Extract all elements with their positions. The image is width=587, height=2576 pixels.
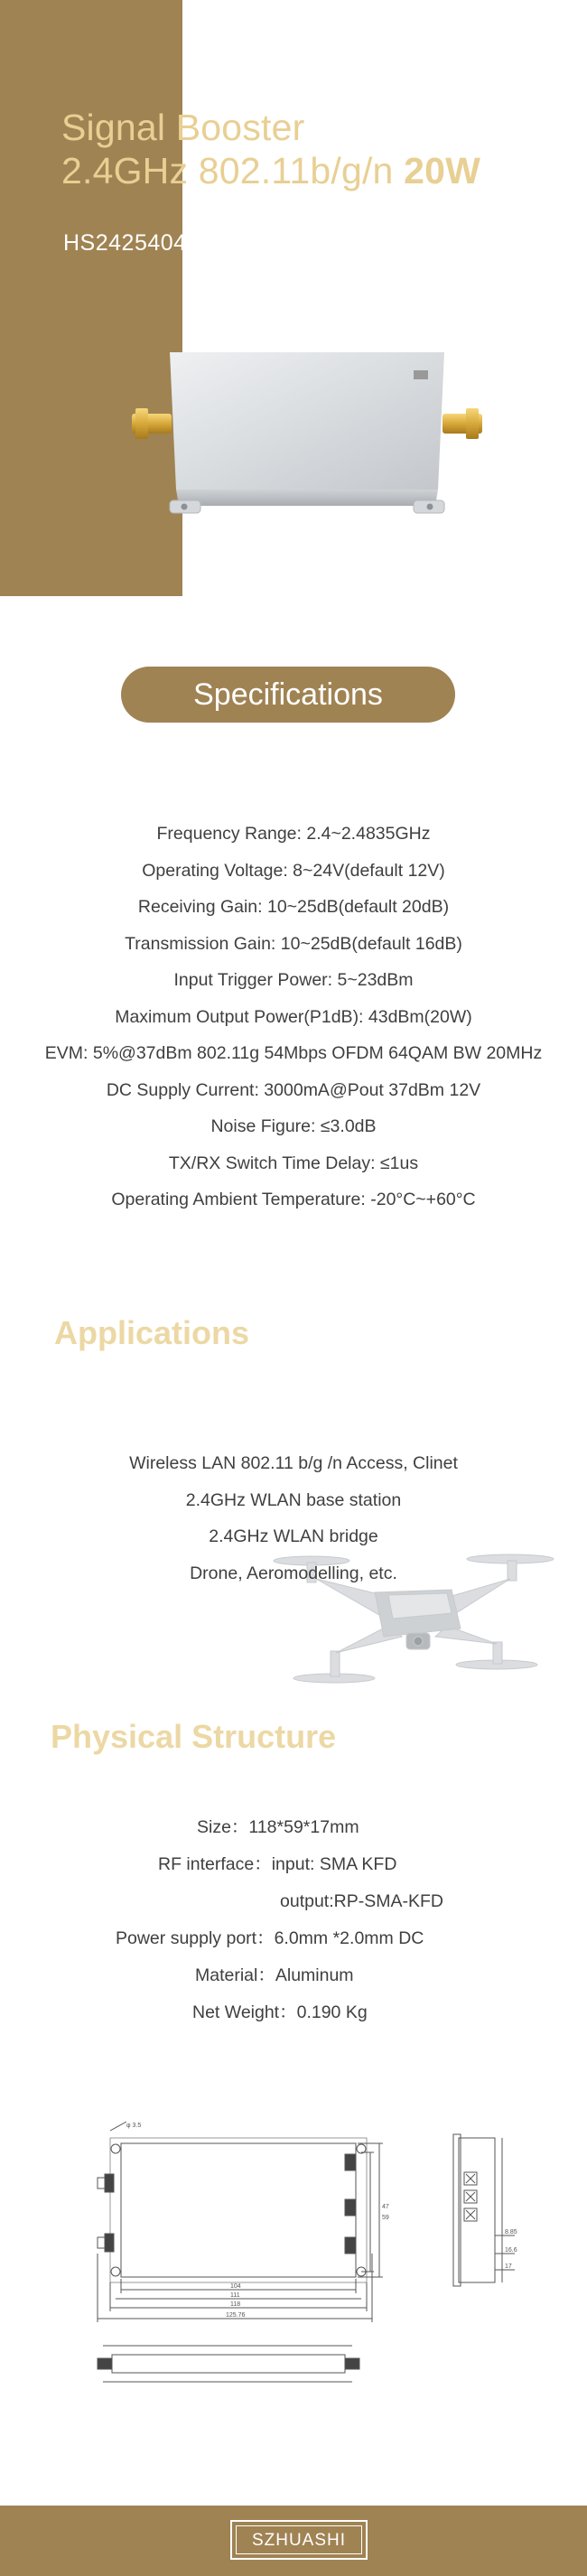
- product-power-rating: 20W: [404, 149, 481, 191]
- hero-section: [0, 0, 587, 596]
- physical-rf-interface: RF interface：input: SMA KFD: [158, 1854, 397, 1874]
- drawing-dim-47: 47: [382, 2204, 389, 2210]
- specifications-heading: Specifications: [121, 667, 455, 723]
- drawing-dim-104: 104: [230, 2283, 241, 2290]
- spec-operating-voltage: Operating Voltage: 8~24V(default 12V): [142, 860, 445, 881]
- physical-rf-output: output:RP-SMA-KFD: [280, 1891, 443, 1911]
- spec-frequency-range: Frequency Range: 2.4~2.4835GHz: [156, 824, 431, 844]
- spec-transmission-gain: Transmission Gain: 10~25dB(default 16dB): [125, 933, 462, 954]
- brand-logo-frame: [230, 2520, 368, 2560]
- application-wlan-bridge: 2.4GHz WLAN bridge: [209, 1526, 378, 1546]
- drawing-dim-125: 125.76: [226, 2312, 246, 2319]
- spec-dc-supply-current: DC Supply Current: 3000mA@Pout 37dBm 12V: [106, 1079, 481, 1100]
- product-photo-booster: [126, 345, 488, 526]
- drawing-side-166: 16.6: [505, 2247, 517, 2254]
- applications-heading: Applications: [54, 1314, 250, 1351]
- spec-max-output-power: Maximum Output Power(P1dB): 43dBm(20W): [115, 1006, 472, 1027]
- spec-noise-figure: Noise Figure: ≤3.0dB: [210, 1116, 377, 1136]
- spec-receiving-gain: Receiving Gain: 10~25dB(default 20dB): [137, 897, 450, 917]
- product-title-line1: Signal Booster: [61, 107, 305, 148]
- physical-power-port: Power supply port：6.0mm *2.0mm DC: [116, 1928, 424, 1948]
- drawing-dim-111: 111: [230, 2292, 240, 2299]
- applications-list: [0, 1445, 587, 1591]
- specifications-list: [0, 816, 587, 1218]
- drawing-side-17: 17: [505, 2263, 512, 2270]
- application-wlan-base-station: 2.4GHz WLAN base station: [185, 1489, 402, 1510]
- drawing-dim-118: 118: [230, 2301, 241, 2308]
- mechanical-drawing: [90, 2118, 524, 2407]
- footer-band: [0, 2506, 587, 2576]
- product-title-line2: 2.4GHz 802.11b/g/n: [61, 149, 405, 191]
- drawing-dim-59: 59: [382, 2215, 389, 2221]
- application-wireless-lan: Wireless LAN 802.11 b/g /n Access, Clinet: [129, 1453, 458, 1473]
- drawing-hole-label: φ 3.5: [126, 2123, 142, 2129]
- physical-structure-heading: Physical Structure: [51, 1718, 337, 1755]
- physical-material: Material：Aluminum: [195, 1965, 354, 1985]
- product-model-number: HS24254043D2: [63, 230, 229, 256]
- physical-size: Size：118*59*17mm: [197, 1817, 359, 1837]
- physical-net-weight: Net Weight：0.190 Kg: [192, 2002, 368, 2022]
- brand-name: SZHUASHI: [236, 2525, 362, 2554]
- drawing-side-885: 8.85: [505, 2229, 517, 2235]
- spec-operating-temperature: Operating Ambient Temperature: -20°C~+60°C: [111, 1190, 476, 1209]
- application-drone: Drone, Aeromodelling, etc.: [190, 1563, 397, 1583]
- spec-evm: EVM: 5%@37dBm 802.11g 54Mbps OFDM 64QAM BW 20MHz: [44, 1043, 543, 1063]
- spec-input-trigger-power: Input Trigger Power: 5~23dBm: [173, 970, 414, 990]
- spec-switch-time-delay: TX/RX Switch Time Delay: ≤1us: [168, 1153, 419, 1173]
- product-title: [61, 107, 480, 192]
